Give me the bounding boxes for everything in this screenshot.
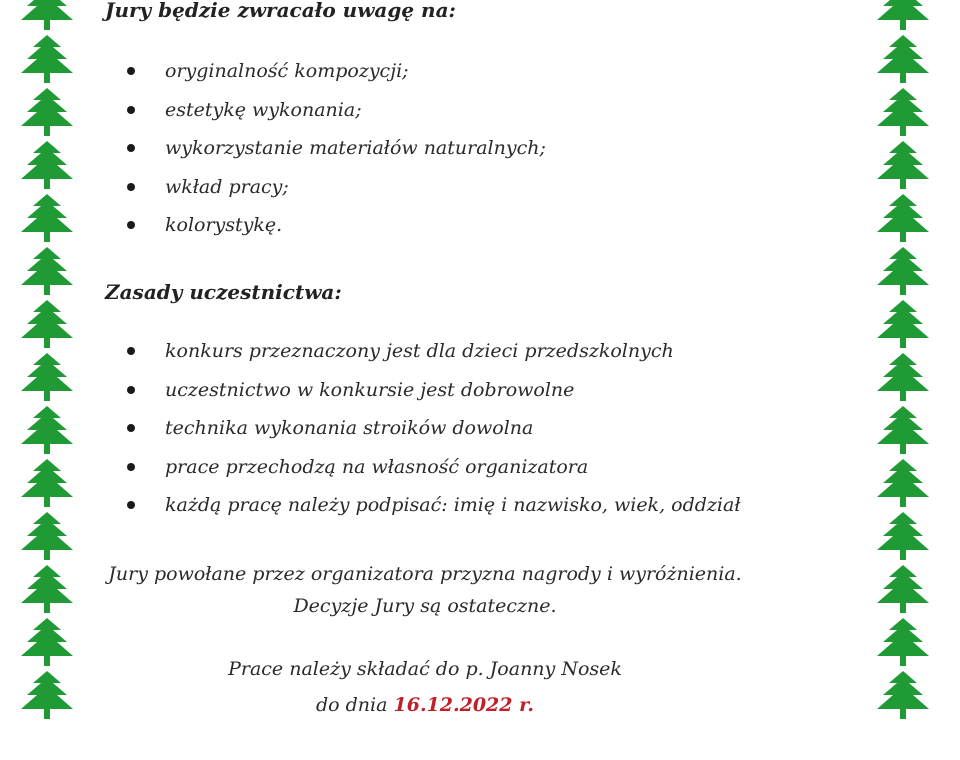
christmas-tree-icon	[17, 510, 77, 562]
christmas-tree-icon	[17, 457, 77, 509]
list-item: kolorystykę.	[127, 206, 546, 245]
christmas-tree-icon	[873, 404, 933, 456]
list-item: estetykę wykonania;	[127, 91, 546, 130]
christmas-tree-icon	[873, 298, 933, 350]
bullet-icon	[127, 501, 135, 509]
bullet-icon	[127, 221, 135, 229]
jury-heading: Jury będzie zwracało uwagę na:	[105, 0, 456, 22]
list-item: konkurs przeznaczony jest dla dzieci przedszkolnych	[127, 332, 741, 371]
christmas-tree-icon	[17, 669, 77, 721]
deadline-prefix: do dnia	[316, 694, 388, 716]
rules-heading: Zasady uczestnictwa:	[105, 280, 342, 304]
list-item: wykorzystanie materiałów naturalnych;	[127, 129, 546, 168]
christmas-tree-icon	[873, 0, 933, 32]
christmas-tree-icon	[873, 86, 933, 138]
bullet-icon	[127, 347, 135, 355]
christmas-tree-icon	[873, 457, 933, 509]
christmas-tree-icon	[17, 192, 77, 244]
jury-decision-line: Decyzje Jury są ostateczne.	[293, 595, 557, 617]
document-content	[105, 0, 865, 720]
christmas-tree-icon	[873, 245, 933, 297]
rules-list	[127, 332, 741, 525]
jury-info-line: Jury powołane przez organizatora przyzna nagrody i wyróżnienia.	[108, 563, 742, 585]
bullet-icon	[127, 463, 135, 471]
list-item: prace przechodzą na własność organizatora	[127, 448, 741, 487]
christmas-tree-icon	[17, 616, 77, 668]
bullet-icon	[127, 424, 135, 432]
list-item: oryginalność kompozycji;	[127, 52, 546, 91]
bullet-icon	[127, 144, 135, 152]
christmas-tree-icon	[17, 351, 77, 403]
submission-line: Prace należy składać do p. Joanny Nosek	[228, 658, 622, 680]
list-item: uczestnictwo w konkursie jest dobrowolne	[127, 371, 741, 410]
left-tree-border	[12, 0, 82, 760]
bullet-icon	[127, 106, 135, 114]
christmas-tree-icon	[17, 404, 77, 456]
jury-criteria-list	[127, 52, 546, 245]
christmas-tree-icon	[873, 192, 933, 244]
list-item: technika wykonania stroików dowolna	[127, 409, 741, 448]
christmas-tree-icon	[873, 33, 933, 85]
christmas-tree-icon	[873, 351, 933, 403]
christmas-tree-icon	[17, 563, 77, 615]
christmas-tree-icon	[873, 563, 933, 615]
deadline-date: 16.12.2022 r.	[393, 694, 534, 716]
bullet-icon	[127, 183, 135, 191]
list-item: wkład pracy;	[127, 168, 546, 207]
christmas-tree-icon	[873, 669, 933, 721]
bullet-icon	[127, 67, 135, 75]
christmas-tree-icon	[873, 510, 933, 562]
christmas-tree-icon	[873, 139, 933, 191]
list-item: każdą pracę należy podpisać: imię i nazwisko, wiek, oddział	[127, 486, 741, 525]
christmas-tree-icon	[17, 245, 77, 297]
bullet-icon	[127, 386, 135, 394]
christmas-tree-icon	[17, 0, 77, 32]
christmas-tree-icon	[17, 86, 77, 138]
deadline-line	[105, 694, 745, 716]
christmas-tree-icon	[17, 33, 77, 85]
christmas-tree-icon	[17, 298, 77, 350]
christmas-tree-icon	[17, 139, 77, 191]
christmas-tree-icon	[873, 616, 933, 668]
right-tree-border	[868, 0, 938, 760]
